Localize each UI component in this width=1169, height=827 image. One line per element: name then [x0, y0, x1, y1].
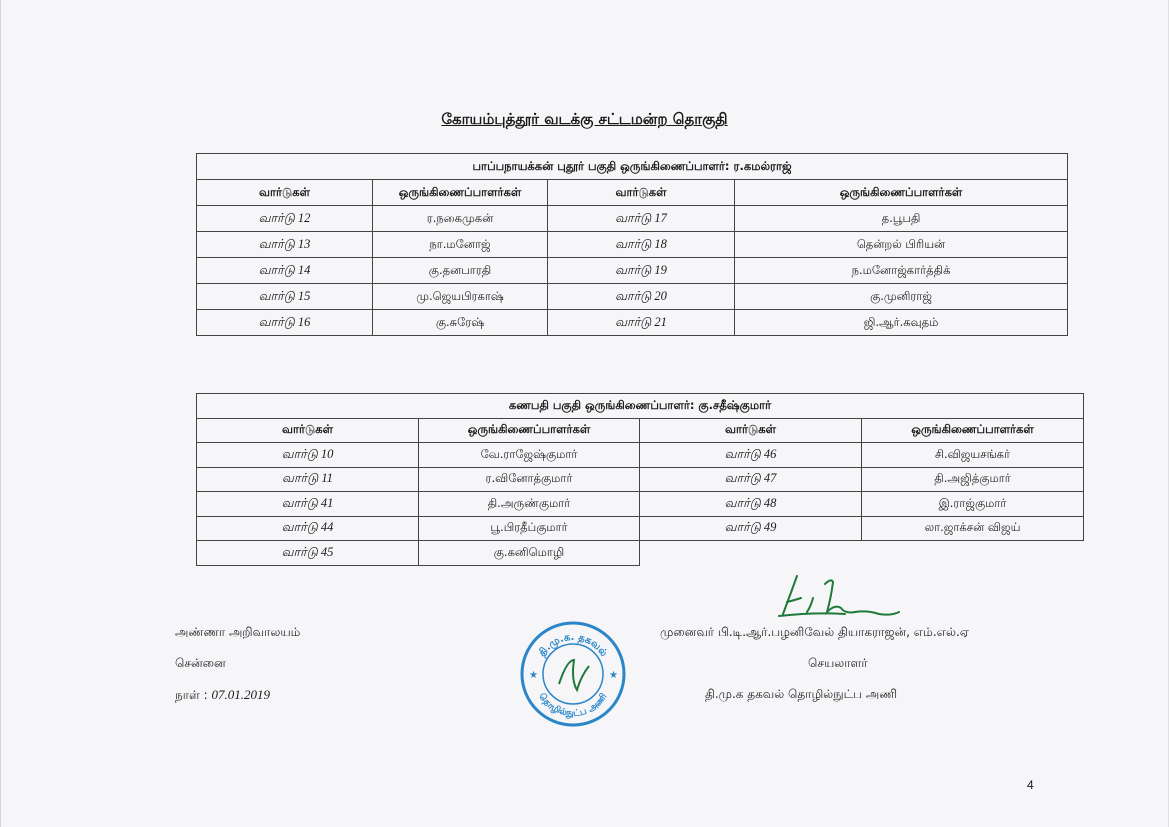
- ward-number: வார்டு 19: [548, 258, 735, 284]
- ward-number: வார்டு 44: [197, 516, 419, 541]
- table-row: [197, 310, 1068, 336]
- ward-number: வார்டு 17: [548, 206, 735, 232]
- header-wards: வார்டுகள்: [197, 418, 419, 443]
- seal-bottom-text: தொழில்நுட்ப அணி: [536, 691, 610, 720]
- seal-star-icon: ★: [609, 670, 618, 681]
- ward-number: வார்டு 41: [197, 492, 419, 517]
- coordinator-name: தி.அஜித்குமார்: [862, 467, 1084, 492]
- header-coordinators: ஒருங்கிணைப்பாளர்கள்: [373, 180, 548, 206]
- ward-number: வார்டு 13: [197, 232, 373, 258]
- coordinator-name: தி.அருண்குமார்: [419, 492, 640, 517]
- seal-inner-signature: [559, 660, 589, 690]
- page-number: 4: [1027, 778, 1034, 792]
- table-row: [197, 206, 1068, 232]
- header-wards: வார்டுகள்: [548, 180, 735, 206]
- coordinator-name: பூ.பிரதீப்குமார்: [419, 516, 640, 541]
- table-row: [197, 516, 1084, 541]
- coordinator-name: த.பூபதி: [735, 206, 1068, 232]
- coordinator-name: வே.ராஜேஷ்குமார்: [419, 443, 640, 468]
- seal-top-text: தி.மு.க. தகவல்: [536, 631, 610, 659]
- signatory-organisation: தி.மு.க தகவல் தொழில்நுட்ப அணி: [705, 687, 898, 701]
- table-row: [197, 492, 1084, 517]
- document-title: கோயம்புத்தூர் வடக்கு சட்டமன்ற தொகுதி: [441, 110, 728, 128]
- svg-text:தி.மு.க. தகவல்: [536, 632, 609, 659]
- footer-date: [175, 687, 270, 704]
- footer-address-line1: அண்ணா அறிவாலயம்: [175, 625, 301, 639]
- footer-address-line2: சென்னை: [175, 656, 226, 670]
- date-label: நாள் :: [175, 688, 208, 702]
- coordinator-name: கு.சுரேஷ்: [373, 310, 548, 336]
- header-wards: வார்டுகள்: [197, 180, 373, 206]
- table-row: [197, 284, 1068, 310]
- table-caption: கணபதி பகுதி ஒருங்கிணைப்பாளர்: கு.சதீஷ்குமார்: [197, 394, 1084, 419]
- header-coordinators: ஒருங்கிணைப்பாளர்கள்: [862, 418, 1084, 443]
- signatory-name: முனைவர் பி.டி.ஆர்.பழனிவேல் தியாகராஜன், எம்.எல்.ஏ: [660, 625, 970, 639]
- table-row: [197, 232, 1068, 258]
- coordinator-name: கு.கனிமொழி: [419, 541, 640, 566]
- coordinator-name: கு.தனபாரதி: [373, 258, 548, 284]
- coordinator-name: நா.மனோஜ்: [373, 232, 548, 258]
- header-wards: வார்டுகள்: [640, 418, 862, 443]
- ward-number: வார்டு 12: [197, 206, 373, 232]
- ward-number: வார்டு 20: [548, 284, 735, 310]
- header-coordinators: ஒருங்கிணைப்பாளர்கள்: [735, 180, 1068, 206]
- empty-cell: [862, 541, 1084, 566]
- table-row: [197, 467, 1084, 492]
- ward-table-pappanaickenpudur: [196, 153, 1068, 336]
- coordinator-name: தென்றல் பிரியன்: [735, 232, 1068, 258]
- seal-star-icon: ★: [529, 670, 538, 681]
- coordinator-name: கு.முனிராஜ்: [735, 284, 1068, 310]
- coordinator-name: ந.மனோஜ்கார்த்திக்: [735, 258, 1068, 284]
- ward-number: வார்டு 48: [640, 492, 862, 517]
- ward-number: வார்டு 14: [197, 258, 373, 284]
- coordinator-name: மு.ஜெயபிரகாஷ்: [373, 284, 548, 310]
- ward-number: வார்டு 47: [640, 467, 862, 492]
- coordinator-name: இ.ராஜ்குமார்: [862, 492, 1084, 517]
- ward-number: வார்டு 45: [197, 541, 419, 566]
- coordinator-name: ர.நகைமுகன்: [373, 206, 548, 232]
- table-caption: பாப்பநாயக்கன் புதூர் பகுதி ஒருங்கிணைப்பாளர்: ர.கமல்ராஜ்: [197, 154, 1068, 180]
- ward-table-ganapathy: [196, 393, 1084, 566]
- coordinator-name: ர.வினோத்குமார்: [419, 467, 640, 492]
- signature-image: [775, 568, 905, 628]
- ward-number: வார்டு 18: [548, 232, 735, 258]
- coordinator-name: ஜி.ஆர்.கவுதம்: [735, 310, 1068, 336]
- svg-text:தொழில்நுட்ப அணி: [536, 691, 609, 719]
- coordinator-name: லா.ஜாக்சன் விஜய்: [862, 516, 1084, 541]
- ward-number: வார்டு 11: [197, 467, 419, 492]
- table-row: [197, 541, 1084, 566]
- date-value: 07.01.2019: [211, 687, 270, 702]
- ward-number: வார்டு 10: [197, 443, 419, 468]
- ward-number: வார்டு 49: [640, 516, 862, 541]
- ward-number: வார்டு 15: [197, 284, 373, 310]
- ward-number: வார்டு 21: [548, 310, 735, 336]
- ward-number: வார்டு 16: [197, 310, 373, 336]
- table-row: [197, 258, 1068, 284]
- table-row: [197, 443, 1084, 468]
- ward-number: வார்டு 46: [640, 443, 862, 468]
- empty-cell: [640, 541, 862, 566]
- signatory-title: செயலாளர்: [808, 656, 868, 670]
- official-seal: [519, 620, 627, 728]
- coordinator-name: சி.விஜயசங்கர்: [862, 443, 1084, 468]
- header-coordinators: ஒருங்கிணைப்பாளர்கள்: [419, 418, 640, 443]
